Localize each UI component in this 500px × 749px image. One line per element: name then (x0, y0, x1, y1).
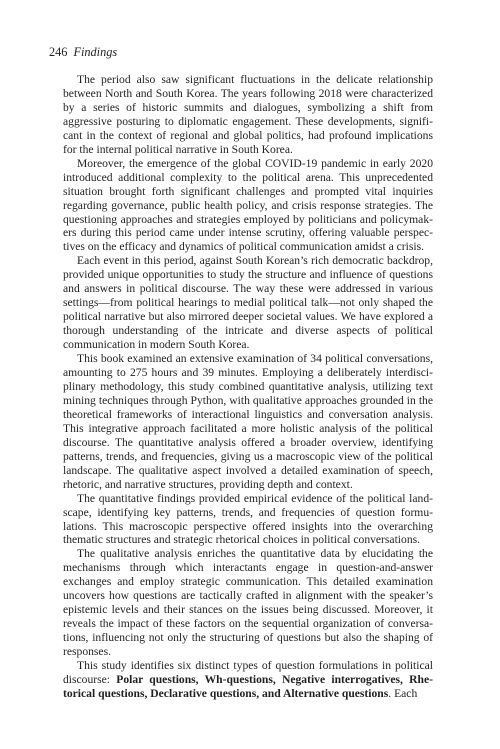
paragraph: The period also saw significant fluctuations in the delicate relationship between North and South Korea. The years following 2018 were characterized by a series of historic summits and dialogues, symbolizing a shift from aggressive posturing to diplomatic engagement. These developments, significant in the context of regional and global politics, had profound implications for the internal political narrative in South Korea. (63, 73, 433, 156)
paragraph: The qualitative analysis enriches the quantitative data by elucidating the mechanisms through which interactants engage in question-and-answer exchanges and employ strategic communication. This detailed examination uncovers how questions are tactically crafted in alignment with the speaker’s epistemic levels and their stances on the issues being discussed. Moreover, it reveals the impact of these factors on the sequential organization of conversations, influencing not only the structuring of questions but also the shaping of responses. (63, 547, 433, 659)
running-head (49, 44, 117, 60)
paragraph: Each event in this period, against South Korean’s rich democratic backdrop, provided unique opportunities to study the structure and influence of questions and answers in political discourse. The way these were addressed in various settings—from political hearings to medial political talk—not only shaped the political narrative but also mirrored deeper societal values. We have explored a thorough understanding of the intricate and diverse aspects of political communication in modern South Korea. (63, 254, 433, 352)
section-title: Findings (73, 45, 118, 59)
paragraph-question-types (63, 659, 433, 701)
paragraph-tail: . Each (388, 686, 418, 700)
paragraph: The quantitative findings provided empirical evidence of the political landscape, identifying key patterns, trends, and frequencies of question formulations. This macroscopic perspective offered insights into the overarching thematic structures and strategic rhetorical choices in political conversations. (63, 491, 433, 547)
question-types-list: Polar questions, Wh-questions, Negative interrogatives, Rhetorical questions, Declarative questions, and Alternative questions (63, 672, 433, 700)
page-number: 246 (49, 45, 68, 59)
paragraph-lead: This study identifies six distinct types of question formulations in political discourse: (63, 659, 433, 686)
paragraph: Moreover, the emergence of the global COVID-19 pandemic in early 2020 introduced additional complexity to the political arena. This unprecedented situation brought forth significant challenges and prompted vital inquiries regarding governance, public health policy, and crisis response strategies. The questioning approaches and strategies employed by politicians and policymakers during this period came under intense scrutiny, offering valuable perspectives on the efficacy and dynamics of political communication amidst a crisis. (63, 156, 433, 254)
body-text (63, 73, 433, 701)
paragraph: This book examined an extensive examination of 34 political conversations, amounting to 275 hours and 39 minutes. Employing a deliberately interdisciplinary methodology, this study combined quantitative analysis, utilizing text mining techniques through Python, with qualitative approaches grounded in the theoretical frameworks of interactional linguistics and conversation analysis. This integrative approach facilitated a more holistic analysis of the political discourse. The quantitative analysis offered a broader overview, identifying patterns, trends, and frequencies, giving us a macroscopic view of the political landscape. The qualitative aspect involved a detailed examination of speech, rhetoric, and narrative structures, providing depth and context. (63, 352, 433, 491)
